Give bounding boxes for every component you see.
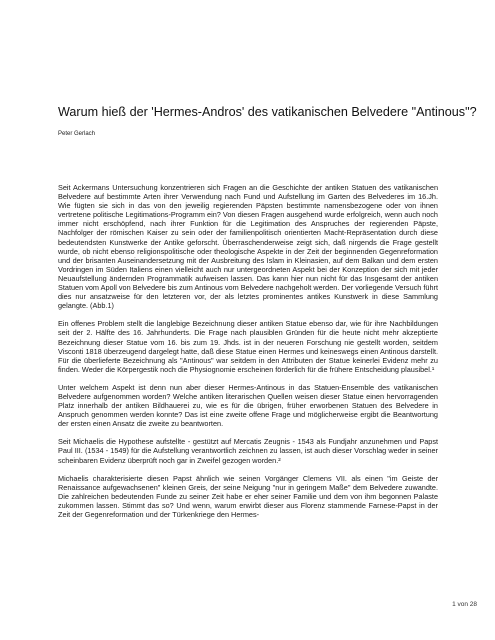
author-name: Peter Gerlach: [58, 131, 96, 137]
page-number: 1 von 28: [452, 601, 477, 608]
paragraph: Ein offenes Problem stellt die langlebige Bezeichnung dieser antiken Statue ebenso dar, wie für ihre Nachbildungen seit der 2. Hälfte des 16. Jahrhunderts. Die Frage nach plausiblen Gründen für die heute nicht mehr akzeptierte Bezeichnung dieser Statue vom 16. bis zum 19. Jhds. ist in der neueren Forschung nie gestellt worden, seitdem Visconti 1818 überzeugend dargelegt hatte, daß diese Statue einen Hermes und keineswegs einen Antinous darstellt. Für die überlieferte Bezeichnung als "Antinous" war seitdem in den Attributen der Statue keinerlei Evidenz mehr zu finden. Weder die Körpergestik noch die Physiognomie erscheinen förderlich für die frühere Entscheidung plausibel.¹: [58, 319, 438, 374]
paragraph: Seit Michaelis die Hypothese aufstellte - gestützt auf Mercatis Zeugnis - 1543 als Fundjahr anzunehmen und Papst Paul III. (1534 - 1549) für die Aufstellung verantwortlich zeichnen zu lassen, ist auch dieser Vorschlag weder in seiner scheinbaren Evidenz überprüft noch gar in Zweifel gezogen worden.²: [58, 437, 438, 465]
paragraph: Seit Ackermans Untersuchung konzentrieren sich Fragen an die Geschichte der antiken Statuen des vatikanischen Belvedere auf bestimmte Arten ihrer Verwendung nach Fund und Aufstellung im Garten des Belvederes im 16.Jh. Wie fügten sie sich in das von den jeweilig regierenden Päpsten bestimmte namensbezogene oder von ihnen vertretene politische Legitimations-Programm ein? Von diesen Fragen ausgehend wurde erfolgreich, wenn auch noch immer nicht erschöpfend, nach ihrer Funktion für die Legitimation des Anspruches der regierenden Päpste, Nachfolger der römischen Kaiser zu sein oder der familienpolitisch orientierten Macht-Repräsentation durch diese bedeutendsten Kunstwerke der Antike geforscht. Überraschenderweise zeigt sich, daß nirgends die Frage gestellt wurde, ob nicht ebenso religionspolitische oder theologische Aspekte in der Zeit der beginnenden Gegenreformation und der brisanten Auseinandersetzung mit der Ausbreitung des Islam in Kleinasien, auf dem Balkan und dem ersten Vordringen im Süden Italiens einen vielleicht auch nur untergeordneten Aspekt bei der Konzeption der sich mit jeder Neuaufstellung ändernden Programmatik aufweisen lassen. Das kann hier nun nicht für das Insgesamt der antiken Statuen vom Apoll von Belvedere bis zum Antinous vom Belvedere nachgeholt werden. Der vorliegende Versuch führt dies nur ansatzweise für den letzteren vor, der als letztes prominentes antikes Kunstwerk in diese Sammlung gelangte. (Abb.1): [58, 183, 438, 311]
document-body: [58, 183, 438, 528]
paragraph: Unter welchem Aspekt ist denn nun aber dieser Hermes-Antinous in das Statuen-Ensemble des vatikanischen Belvedere aufgenommen worden? Welche antiken literarischen Quellen weisen dieser Statue einen hervorragenden Platz innerhalb der antiken Bildhauerei zu, wie es für die übrigen, früher erworbenen Statuen des Belvedere in Anspruch genommen werden konnte? Das ist eine zweite offene Frage und möglicherweise ergibt die Beantwortung der ersten einen Ansatz die zweite zu beantworten.: [58, 382, 438, 429]
paragraph: Michaelis charakterisierte diesen Papst ähnlich wie seinen Vorgänger Clemens VII. als einen "im Geiste der Renaissance aufgewachsenen" kleinen Greis, der seine Neigung "nur in geringem Maße" dem Belvedere zuwandte. Die zahlreichen bedeutenden Funde zu seiner Zeit habe er eher seiner Familie und dem von ihm begonnen Palaste zukommen lassen. Stimmt das so? Und wenn, warum erwirbt dieser aus Florenz stammende Farnese-Papst in der Zeit der Gegenreformation und der Türkenkriege den Hermes-: [58, 473, 438, 519]
document-title: Warum hieß der 'Hermes-Andros' des vatikanischen Belvedere "Antinous"?: [58, 105, 477, 119]
